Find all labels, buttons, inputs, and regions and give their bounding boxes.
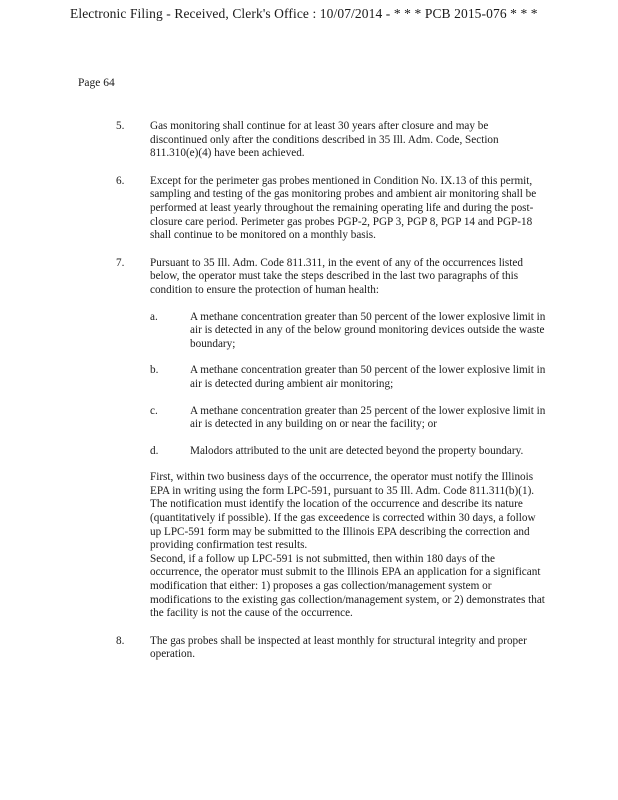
item-number: 5. [116, 120, 125, 132]
item-text: Gas monitoring shall continue for at least 30 years after closure and may be discontinued only after the conditions described in 35 Ill. Adm. Code, Section 811.310(e)(4) have been achieved. [150, 120, 499, 160]
subitem-text: A methane concentration greater than 25 percent of the lower explosive limit in air is detected in any building on or near the facility; or [190, 404, 546, 431]
subitem-label: c. [150, 404, 158, 417]
occurrence-list [150, 311, 548, 459]
condition-item-6 [116, 175, 548, 243]
occurrence-item-b [150, 364, 548, 391]
condition-item-8 [116, 635, 548, 662]
item-text: The gas probes shall be inspected at least monthly for structural integrity and proper operation. [150, 634, 527, 661]
item-number: 6. [116, 174, 125, 187]
document-body [116, 120, 548, 676]
condition-item-7 [116, 257, 548, 621]
notification-paragraph: First, within two business days of the occurrence, the operator must notify the Illinois EPA in writing using the form LPC-591, pursuant to 35 Ill. Adm. Code 811.311(b)(1). The notification must identify the location of the occurrence and describe its nature (quantitatively if possible). If the gas exceedence is corrected within 30 days, a follow up LPC-591 form may be submitted to the Illinois EPA describing the correction and providing confirmation test results. [150, 471, 536, 552]
subitem-label: a. [150, 310, 158, 323]
modification-paragraph: Second, if a follow up LPC-591 is not submitted, then within 180 days of the occurrence, the operator must submit to the Illinois EPA an application for a significant modification that either: 1) proposes a gas collection/management system or modifications to the existing gas collection/management system, or 2) demonstrates that the facility is not the cause of the occurrence. [150, 552, 545, 620]
subitem-text: Malodors attributed to the unit are detected beyond the property boundary. [190, 444, 524, 457]
item-text: Pursuant to 35 Ill. Adm. Code 811.311, in the event of any of the occurrences listed below, the operator must take the steps described in the last two paragraphs of this condition to ensure the protection of human health: [150, 256, 523, 296]
item-number: 8. [116, 634, 125, 647]
page-number: Page 64 [78, 77, 115, 89]
occurrence-item-c [150, 405, 548, 432]
item-text: Except for the perimeter gas probes mentioned in Condition No. IX.13 of this permit, sampling and testing of the gas monitoring probes and ambient air monitoring shall be performed at least yearly throughout the remaining operating life and during the post-closure care period. Perimeter gas probes PGP-2, PGP 3, PGP 8, PGP 14 and PGP-18 shall continue to be monitored on a monthly basis. [150, 174, 537, 242]
subitem-text: A methane concentration greater than 50 percent of the lower explosive limit in air is detected during ambient air monitoring; [190, 364, 546, 390]
subitem-label: d. [150, 444, 159, 457]
subitem-text: A methane concentration greater than 50 percent of the lower explosive limit in air is detected in any of the below ground monitoring devices outside the waste boundary; [190, 310, 546, 350]
filing-header: Electronic Filing - Received, Clerk's Office : 10/07/2014 - * * * PCB 2015-076 * * * [70, 6, 538, 21]
condition-item-5 [116, 120, 548, 161]
occurrence-item-d [150, 445, 548, 459]
occurrence-item-a [150, 311, 548, 352]
item-number: 7. [116, 256, 125, 269]
subitem-label: b. [150, 364, 159, 377]
